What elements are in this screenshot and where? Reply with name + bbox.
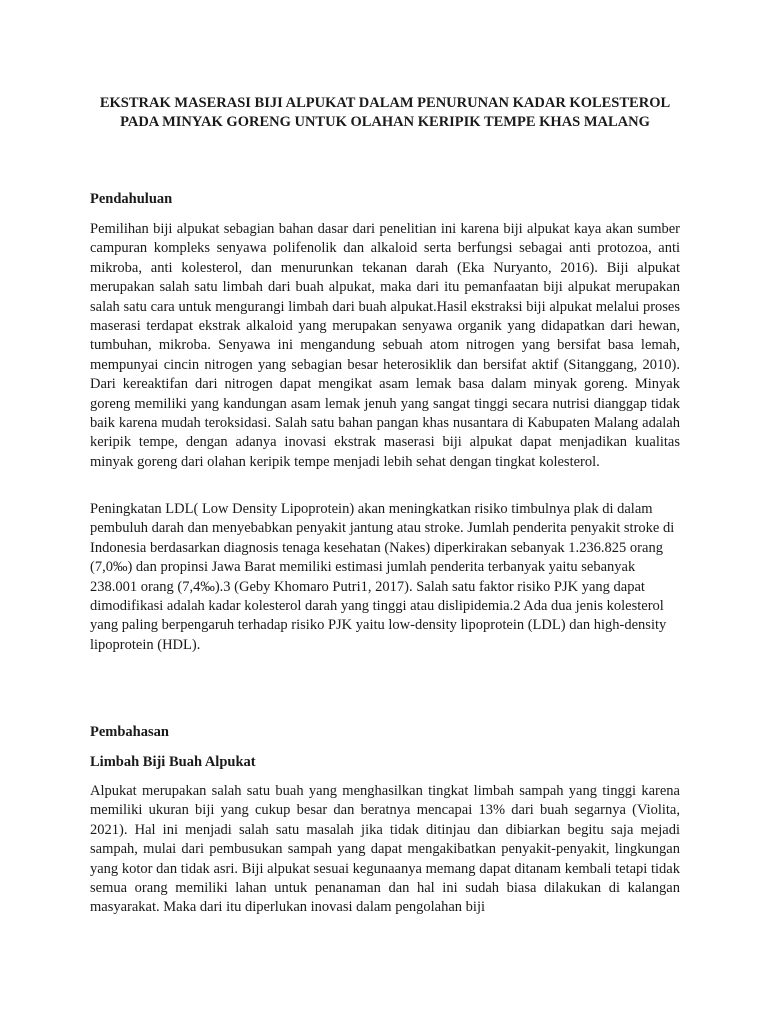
section-heading-pembahasan: Pembahasan	[90, 724, 169, 740]
document-title: EKSTRAK MASERASI BIJI ALPUKAT DALAM PENURUNAN KADAR KOLESTEROL PADA MINYAK GORENG UNTUK OLAHAN KERIPIK TEMPE KHAS MALANG	[99, 95, 671, 130]
paragraph-limbah-1: Alpukat merupakan salah satu buah yang menghasilkan tingkat limbah sampah yang tinggi karena memiliki ukuran biji yang cukup besar dan beratnya mencapai 13% dari buah segarnya (Violita, 2021). Hal ini menjadi salah satu masalah jika tidak ditinjau dan dibiarkan begitu saja mejadi sampah, mulai dari pembusukan sampah yang dapat mengakibatkan penyakit-penyakit, lingkungan yang kotor dan tidak asri. Biji alpukat sesuai kegunaanya memang dapat ditanam kembali tetapi tidak semua orang memiliki lahan untuk penanaman dan hal ini sudah biasa dilakukan di kalangan masyarakat. Maka dari itu diperlukan inovasi dalam pengolahan biji	[90, 783, 680, 916]
paragraph-pendahuluan-1: Pemilihan biji alpukat sebagian bahan dasar dari penelitian ini karena biji alpukat kaya akan sumber campuran kompleks senyawa polifenolik dan alkaloid serta berfungsi sebagai anti protozoa, anti mikroba, anti kolesterol, dan menurunkan tekanan darah (Eka Nuryanto, 2016). Biji alpukat merupakan salah satu limbah dari buah alpukat, maka dari itu pemanfaatan biji alpukat merupakan salah satu cara untuk mengurangi limbah dari buah alpukat.Hasil ekstraksi biji alpukat melalui proses maserasi terdapat ekstrak alkaloid yang merupakan senyawa organik yang didapatkan dari hewan, tumbuhan, mikroba. Senyawa ini mengandung sebuah atom nitrogen yang bersifat basa lemah, mempunyai cincin nitrogen yang sebagian besar heterosiklik dan bersifat aktif (Sitanggang, 2010). Dari kereaktifan dari nitrogen dapat mengikat asam lemak basa dalam minyak goreng. Minyak goreng memiliki yang kandungan asam lemak jenuh yang sangat tinggi secara nutrisi dianggap tidak baik karena mudah teroksidasi. Salah satu bahan pangan khas nusantara di Kabupaten Malang adalah keripik tempe, dengan adanya inovasi ekstrak maserasi biji alpukat dapat menjadikan kualitas minyak goreng dari olahan keripik tempe menjadi lebih sehat dengan tingkat kolesterol.	[90, 221, 680, 470]
section-heading-pendahuluan: Pendahuluan	[90, 191, 173, 207]
paragraph-pendahuluan-2: Peningkatan LDL( Low Density Lipoprotein) akan meningkatkan risiko timbulnya plak di dalam pembuluh darah dan menyebabkan penyakit jantung atau stroke. Jumlah penderita penyakit stroke di Indonesia berdasarkan diagnosis tenaga kesehatan (Nakes) diperkirakan sebanyak 1.236.825 orang (7,0‰) dan propinsi Jawa Barat memiliki estimasi jumlah penderita terbanyak yaitu sebanyak 238.001 orang (7,4‰).3 (Geby Khomaro Putri1, 2017). Salah satu faktor risiko PJK yang dapat dimodifikasi adalah kadar kolesterol darah yang tinggi atau dislipidemia.2 Ada dua jenis kolesterol yang paling berpengaruh terhadap risiko PJK yaitu low-density lipoprotein (LDL) dan high-density lipoprotein (HDL).	[90, 501, 675, 653]
subsection-heading-limbah: Limbah Biji Buah Alpukat	[90, 754, 256, 770]
